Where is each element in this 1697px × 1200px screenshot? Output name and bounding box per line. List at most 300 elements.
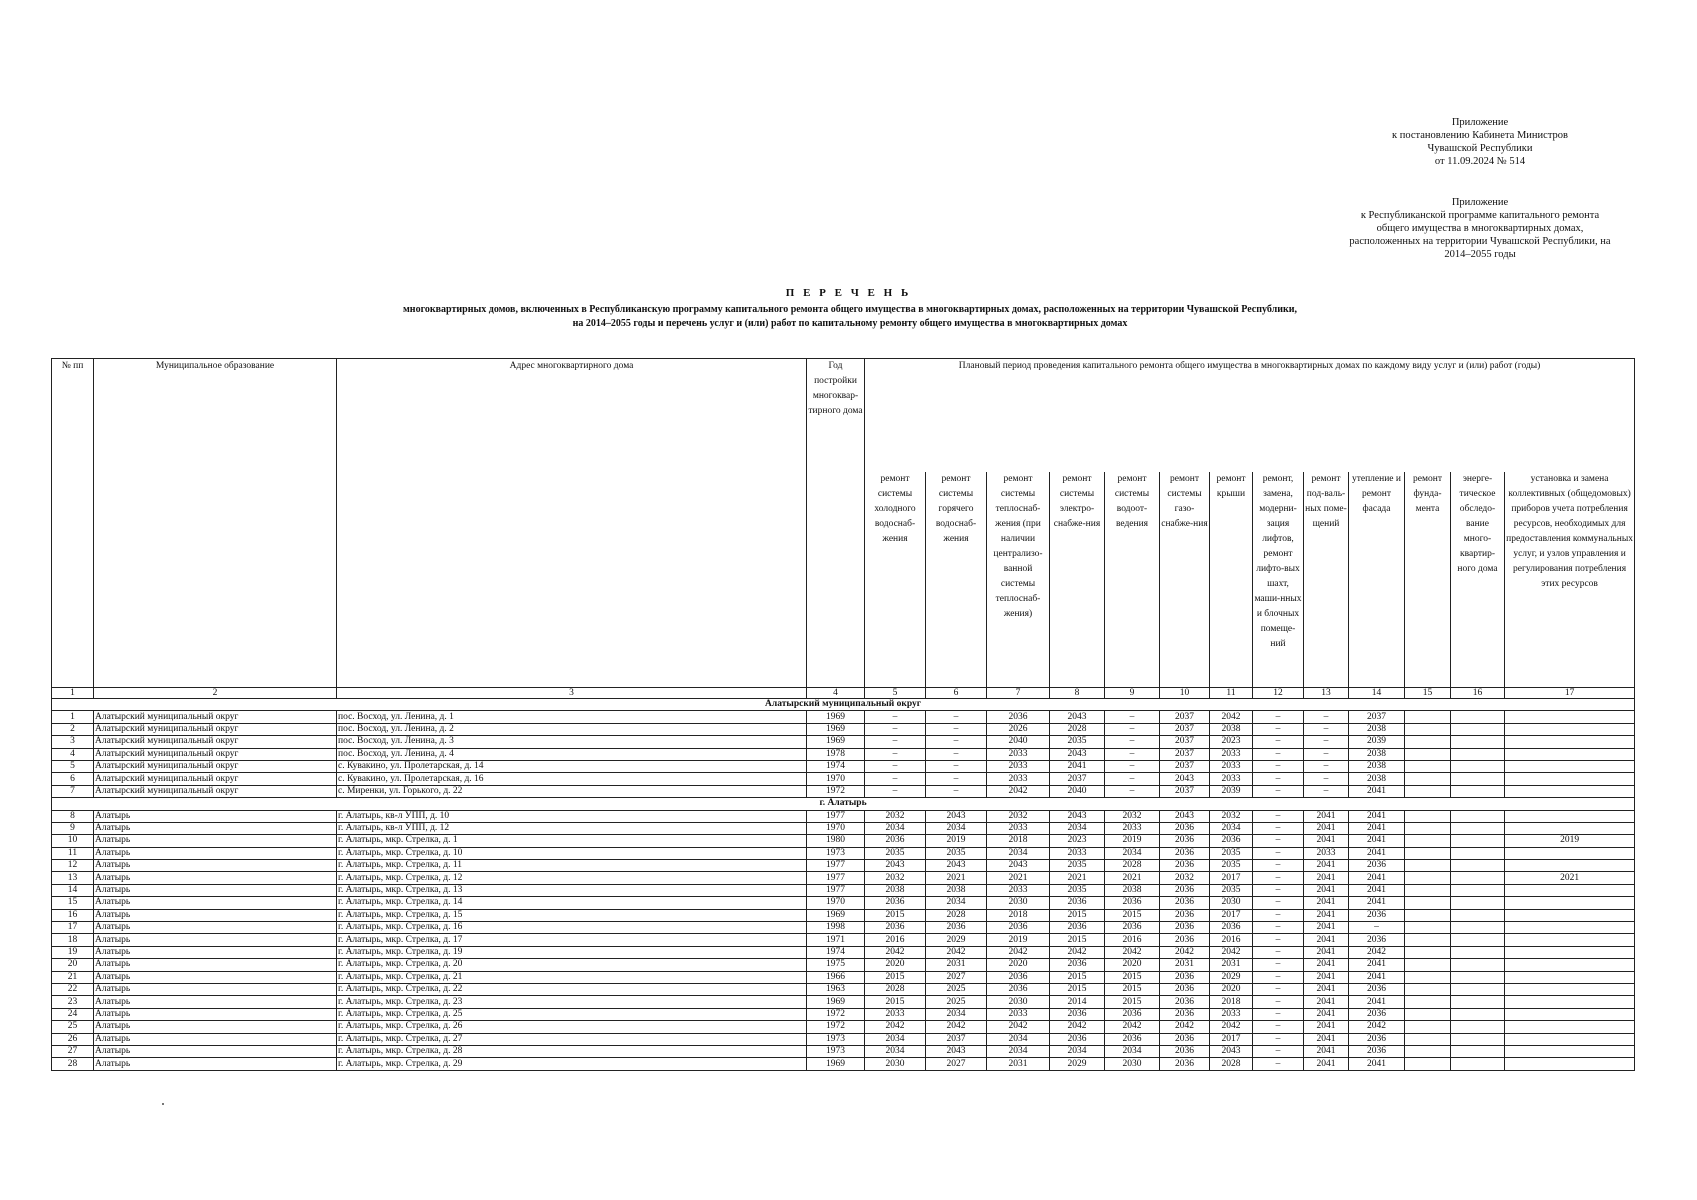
- table-cell: –: [865, 711, 926, 723]
- table-cell: 1980: [807, 835, 865, 847]
- table-cell: 2041: [1304, 810, 1349, 822]
- table-cell: 2041: [1304, 860, 1349, 872]
- table-cell: 2033: [1210, 760, 1253, 772]
- header-work-9: ремонт системы водоот-ведения: [1105, 472, 1160, 688]
- table-cell: [1451, 860, 1505, 872]
- table-cell: 2038: [1210, 723, 1253, 735]
- column-number: 16: [1451, 688, 1505, 699]
- table-cell: 2037: [1160, 785, 1210, 797]
- table-cell: 2030: [1210, 897, 1253, 909]
- table-cell: 2041: [1304, 1021, 1349, 1033]
- column-number: 7: [987, 688, 1050, 699]
- table-cell: 2025: [926, 996, 987, 1008]
- table-cell: 2036: [1160, 1008, 1210, 1020]
- table-cell: 2019: [926, 835, 987, 847]
- table-cell: 2036: [1050, 959, 1105, 971]
- table-cell: г. Алатырь, мкр. Стрелка, д. 10: [337, 847, 807, 859]
- table-cell: 2033: [865, 1008, 926, 1020]
- table-cell: –: [1253, 946, 1304, 958]
- table-cell: [1505, 723, 1635, 735]
- column-number: 13: [1304, 688, 1349, 699]
- column-number: 12: [1253, 688, 1304, 699]
- table-cell: –: [1304, 711, 1349, 723]
- table-cell: –: [1105, 773, 1160, 785]
- table-cell: 2041: [1304, 971, 1349, 983]
- table-cell: –: [926, 736, 987, 748]
- table-cell: [1451, 711, 1505, 723]
- appendix-block-1: [1330, 116, 1630, 168]
- table-cell: [1451, 736, 1505, 748]
- table-cell: Алатырь: [94, 822, 337, 834]
- table-cell: –: [926, 773, 987, 785]
- appendix1-line: Чувашской Республики: [1427, 143, 1533, 154]
- section-title: г. Алатырь: [52, 798, 1635, 810]
- table-cell: –: [1304, 723, 1349, 735]
- table-cell: [1405, 723, 1451, 735]
- table-cell: 2036: [1160, 897, 1210, 909]
- table-row: [52, 785, 1635, 797]
- column-number: 11: [1210, 688, 1253, 699]
- table-cell: 2041: [1349, 835, 1405, 847]
- table-cell: 2033: [987, 884, 1050, 896]
- table-cell: –: [1253, 711, 1304, 723]
- table-cell: –: [865, 760, 926, 772]
- table-cell: [1405, 922, 1451, 934]
- table-cell: г. Алатырь, мкр. Стрелка, д. 19: [337, 946, 807, 958]
- table-cell: 2015: [865, 996, 926, 1008]
- appendix2-line: 2014–2055 годы: [1444, 249, 1516, 260]
- table-cell: 2032: [1160, 872, 1210, 884]
- table-cell: 2034: [1105, 1045, 1160, 1057]
- table-cell: 1973: [807, 1045, 865, 1057]
- table-cell: 2036: [926, 922, 987, 934]
- document-title: П Е Р Е Ч Е Н Ь: [785, 287, 912, 299]
- table-cell: –: [1253, 1045, 1304, 1057]
- table-cell: [1451, 723, 1505, 735]
- table-cell: 26: [52, 1033, 94, 1045]
- table-cell: 2041: [1349, 822, 1405, 834]
- table-cell: Алатырь: [94, 983, 337, 995]
- table-cell: [1405, 1021, 1451, 1033]
- table-cell: [1505, 1021, 1635, 1033]
- table-cell: 2042: [1210, 711, 1253, 723]
- table-cell: –: [926, 785, 987, 797]
- table-cell: 2040: [1050, 785, 1105, 797]
- appendix1-line: Приложение: [1451, 117, 1509, 128]
- header-work-7: ремонт системы теплоснаб-жения (при наличии централизо-ванной системы теплоснаб-жения): [987, 472, 1050, 688]
- table-cell: 22: [52, 983, 94, 995]
- table-cell: [1451, 884, 1505, 896]
- table-cell: [1405, 1008, 1451, 1020]
- table-cell: 2036: [1349, 934, 1405, 946]
- table-cell: 2028: [926, 909, 987, 921]
- table-cell: 2035: [865, 847, 926, 859]
- table-cell: 16: [52, 909, 94, 921]
- table-cell: 2020: [865, 959, 926, 971]
- table-cell: 1978: [807, 748, 865, 760]
- table-cell: 2034: [926, 1008, 987, 1020]
- table-cell: –: [1253, 884, 1304, 896]
- table-cell: 2042: [987, 785, 1050, 797]
- table-cell: 2035: [1050, 736, 1105, 748]
- table-cell: [1405, 959, 1451, 971]
- table-cell: 2015: [1105, 996, 1160, 1008]
- table-cell: 2035: [926, 847, 987, 859]
- table-cell: 1970: [807, 822, 865, 834]
- table-cell: 2018: [1210, 996, 1253, 1008]
- table-cell: [1405, 860, 1451, 872]
- table-cell: –: [1253, 723, 1304, 735]
- table-cell: 2035: [1210, 860, 1253, 872]
- table-cell: 2038: [1349, 748, 1405, 760]
- table-cell: 2037: [1160, 760, 1210, 772]
- table-cell: 1963: [807, 983, 865, 995]
- table-cell: 2031: [987, 1058, 1050, 1070]
- table-cell: 2036: [1160, 860, 1210, 872]
- table-cell: 17: [52, 922, 94, 934]
- table-cell: 2020: [1210, 983, 1253, 995]
- table-cell: 2041: [1349, 971, 1405, 983]
- table-cell: [1405, 822, 1451, 834]
- table-cell: г. Алатырь, мкр. Стрелка, д. 26: [337, 1021, 807, 1033]
- table-cell: 2033: [1304, 847, 1349, 859]
- table-cell: 13: [52, 872, 94, 884]
- table-row: [52, 884, 1635, 896]
- table-cell: –: [1253, 909, 1304, 921]
- table-cell: 2043: [987, 860, 1050, 872]
- table-cell: –: [1253, 922, 1304, 934]
- table-cell: 2039: [1210, 785, 1253, 797]
- table-cell: 2041: [1349, 872, 1405, 884]
- table-row: [52, 946, 1635, 958]
- table-cell: –: [1253, 736, 1304, 748]
- table-cell: [1405, 934, 1451, 946]
- table-cell: 2033: [987, 748, 1050, 760]
- table-cell: 2041: [1304, 934, 1349, 946]
- table-cell: 2015: [1050, 983, 1105, 995]
- table-cell: 2036: [1160, 934, 1210, 946]
- table-cell: 2033: [1210, 748, 1253, 760]
- table-row: [52, 897, 1635, 909]
- table-cell: Алатырь: [94, 884, 337, 896]
- header-work-10: ремонт системы газо-снабже-ния: [1160, 472, 1210, 688]
- table-row: [52, 773, 1635, 785]
- table-cell: [1451, 1045, 1505, 1057]
- table-cell: 2034: [987, 847, 1050, 859]
- table-cell: 2041: [1304, 1033, 1349, 1045]
- document-subtitle: [250, 303, 1450, 331]
- table-cell: –: [1253, 785, 1304, 797]
- appendix1-line: от 11.09.2024 № 514: [1434, 156, 1526, 167]
- table-cell: 2036: [987, 711, 1050, 723]
- table-cell: 2015: [1105, 909, 1160, 921]
- table-cell: [1451, 922, 1505, 934]
- table-row: [52, 922, 1635, 934]
- section-title: Алатырский муниципальный округ: [52, 699, 1635, 711]
- table-cell: [1405, 810, 1451, 822]
- table-cell: 1969: [807, 996, 865, 1008]
- table-cell: 2036: [865, 835, 926, 847]
- table-cell: 5: [52, 760, 94, 772]
- table-cell: [1505, 773, 1635, 785]
- table-cell: 2033: [1105, 822, 1160, 834]
- table-cell: 8: [52, 810, 94, 822]
- table-cell: Алатырский муниципальный округ: [94, 760, 337, 772]
- table-cell: 2023: [1050, 835, 1105, 847]
- table-cell: –: [865, 773, 926, 785]
- table-cell: 2041: [1349, 785, 1405, 797]
- header-work-17: установка и замена коллективных (общедомовых) приборов учета потребления ресурсов, необходимых для предоставления коммунальных услуг, и узлов управления и регулирования потребления этих ресурсов: [1505, 472, 1635, 688]
- table-cell: –: [1253, 971, 1304, 983]
- table-cell: [1405, 983, 1451, 995]
- table-cell: 2041: [1304, 946, 1349, 958]
- column-number: 3: [337, 688, 807, 699]
- table-cell: с. Кувакино, ул. Пролетарская, д. 14: [337, 760, 807, 772]
- table-cell: [1405, 1033, 1451, 1045]
- table-cell: Алатырь: [94, 996, 337, 1008]
- table-cell: 2042: [865, 946, 926, 958]
- table-cell: 2036: [1160, 1058, 1210, 1070]
- table-cell: 2043: [926, 810, 987, 822]
- table-cell: 2020: [1105, 959, 1160, 971]
- table-cell: –: [1253, 1021, 1304, 1033]
- table-cell: –: [926, 748, 987, 760]
- table-cell: –: [1253, 822, 1304, 834]
- table-cell: 2042: [987, 946, 1050, 958]
- table-cell: 2041: [1304, 959, 1349, 971]
- table-cell: –: [1349, 922, 1405, 934]
- table-cell: 2036: [987, 983, 1050, 995]
- table-cell: 2034: [987, 1045, 1050, 1057]
- table-cell: 2017: [1210, 872, 1253, 884]
- table-cell: 2036: [1160, 1045, 1210, 1057]
- table-cell: 2036: [1349, 1008, 1405, 1020]
- table-cell: 1969: [807, 1058, 865, 1070]
- table-cell: 2017: [1210, 1033, 1253, 1045]
- table-cell: 2033: [1210, 1008, 1253, 1020]
- table-cell: Алатырский муниципальный округ: [94, 723, 337, 735]
- table-cell: г. Алатырь, мкр. Стрелка, д. 28: [337, 1045, 807, 1057]
- table-cell: Алатырь: [94, 897, 337, 909]
- table-cell: 2042: [1105, 946, 1160, 958]
- table-cell: 2042: [1210, 1021, 1253, 1033]
- table-cell: [1451, 822, 1505, 834]
- table-cell: 2034: [987, 1033, 1050, 1045]
- table-cell: 2018: [987, 909, 1050, 921]
- table-cell: 2034: [1105, 847, 1160, 859]
- table-cell: 7: [52, 785, 94, 797]
- table-cell: 2036: [1349, 1045, 1405, 1057]
- table-cell: –: [865, 736, 926, 748]
- section-row: [52, 798, 1635, 810]
- table-cell: [1505, 909, 1635, 921]
- table-cell: –: [1253, 773, 1304, 785]
- table-cell: г. Алатырь, кв-л УПП, д. 10: [337, 810, 807, 822]
- table-cell: 2021: [987, 872, 1050, 884]
- table-row: [52, 996, 1635, 1008]
- table-cell: 6: [52, 773, 94, 785]
- table-cell: 2039: [1349, 736, 1405, 748]
- table-cell: 1971: [807, 934, 865, 946]
- table-cell: [1505, 736, 1635, 748]
- table-cell: 2043: [926, 860, 987, 872]
- table-cell: Алатырь: [94, 1058, 337, 1070]
- table-cell: Алатырский муниципальный округ: [94, 773, 337, 785]
- table-cell: 2041: [1304, 835, 1349, 847]
- table-cell: 2042: [1160, 1021, 1210, 1033]
- table-cell: 2015: [865, 971, 926, 983]
- table-cell: 2041: [1349, 884, 1405, 896]
- table-cell: 2042: [1349, 1021, 1405, 1033]
- table-cell: Алатырь: [94, 835, 337, 847]
- table-cell: –: [865, 748, 926, 760]
- table-cell: 2036: [1210, 835, 1253, 847]
- table-cell: –: [1253, 1033, 1304, 1045]
- table-cell: –: [926, 723, 987, 735]
- table-cell: 2026: [987, 723, 1050, 735]
- column-number-row: [52, 688, 1635, 699]
- table-cell: –: [1253, 860, 1304, 872]
- table-row: [52, 971, 1635, 983]
- table-cell: 2028: [1105, 860, 1160, 872]
- table-cell: г. Алатырь, мкр. Стрелка, д. 15: [337, 909, 807, 921]
- table-cell: [1451, 847, 1505, 859]
- table-cell: –: [1253, 748, 1304, 760]
- table-cell: 2015: [1050, 971, 1105, 983]
- appendix1-line: к постановлению Кабинета Министров: [1392, 130, 1568, 141]
- table-cell: с. Кувакино, ул. Пролетарская, д. 16: [337, 773, 807, 785]
- table-cell: Алатырский муниципальный округ: [94, 748, 337, 760]
- table-cell: 2038: [1349, 773, 1405, 785]
- table-cell: 11: [52, 847, 94, 859]
- table-cell: 2041: [1050, 760, 1105, 772]
- table-cell: [1451, 897, 1505, 909]
- table-cell: [1451, 983, 1505, 995]
- table-cell: Алатырь: [94, 847, 337, 859]
- table-cell: г. Алатырь, мкр. Стрелка, д. 13: [337, 884, 807, 896]
- table-cell: 12: [52, 860, 94, 872]
- table-cell: [1405, 909, 1451, 921]
- column-number: 6: [926, 688, 987, 699]
- table-cell: 2016: [1105, 934, 1160, 946]
- table-cell: 1977: [807, 872, 865, 884]
- table-cell: –: [1304, 748, 1349, 760]
- table-cell: 14: [52, 884, 94, 896]
- table-cell: –: [865, 723, 926, 735]
- table-row: [52, 723, 1635, 735]
- table-cell: [1505, 959, 1635, 971]
- table-cell: 2032: [1105, 810, 1160, 822]
- table-cell: [1505, 860, 1635, 872]
- table-cell: 2027: [926, 971, 987, 983]
- table-row: [52, 736, 1635, 748]
- table-cell: 1969: [807, 736, 865, 748]
- table-cell: 1973: [807, 1033, 865, 1045]
- table-cell: 2035: [1050, 860, 1105, 872]
- table-cell: 2019: [1505, 835, 1635, 847]
- table-cell: 2015: [1105, 971, 1160, 983]
- table-cell: [1451, 946, 1505, 958]
- table-cell: 2037: [926, 1033, 987, 1045]
- table-row: [52, 983, 1635, 995]
- table-cell: 10: [52, 835, 94, 847]
- table-cell: [1505, 847, 1635, 859]
- table-cell: [1505, 946, 1635, 958]
- header-work-15: ремонт фунда-мента: [1405, 472, 1451, 688]
- table-cell: [1405, 748, 1451, 760]
- table-cell: г. Алатырь, мкр. Стрелка, д. 25: [337, 1008, 807, 1020]
- table-cell: 2041: [1304, 897, 1349, 909]
- table-cell: 2029: [1050, 1058, 1105, 1070]
- table-cell: 2031: [1160, 959, 1210, 971]
- appendix2-line: к Республиканской программе капитального ремонта: [1360, 210, 1600, 221]
- table-cell: 2033: [987, 822, 1050, 834]
- table-cell: [1451, 1021, 1505, 1033]
- table-cell: [1405, 897, 1451, 909]
- table-cell: г. Алатырь, кв-л УПП, д. 12: [337, 822, 807, 834]
- table-cell: 2021: [1105, 872, 1160, 884]
- table-cell: 2030: [1105, 1058, 1160, 1070]
- table-cell: 2019: [1105, 835, 1160, 847]
- table-cell: 2041: [1304, 872, 1349, 884]
- table-cell: 2036: [987, 971, 1050, 983]
- table-cell: 2031: [926, 959, 987, 971]
- table-cell: 2016: [865, 934, 926, 946]
- table-cell: Алатырь: [94, 1045, 337, 1057]
- table-cell: 2037: [1160, 723, 1210, 735]
- table-cell: –: [1253, 996, 1304, 1008]
- table-cell: 21: [52, 971, 94, 983]
- table-cell: 2031: [1210, 959, 1253, 971]
- table-cell: [1451, 773, 1505, 785]
- column-number: 1: [52, 688, 94, 699]
- table-cell: 2036: [1160, 822, 1210, 834]
- table-cell: –: [926, 760, 987, 772]
- table-cell: пос. Восход, ул. Ленина, д. 3: [337, 736, 807, 748]
- table-cell: –: [1304, 736, 1349, 748]
- header-work-13: ремонт под-валь-ных поме-щений: [1304, 472, 1349, 688]
- header-work-8: ремонт системы электро-снабже-ния: [1050, 472, 1105, 688]
- table-cell: 2034: [926, 822, 987, 834]
- table-row: [52, 760, 1635, 772]
- table-cell: [1505, 1008, 1635, 1020]
- table-cell: 1972: [807, 1021, 865, 1033]
- table-cell: Алатырь: [94, 1021, 337, 1033]
- table-cell: 1970: [807, 897, 865, 909]
- table-cell: 2043: [1050, 810, 1105, 822]
- table-cell: [1405, 946, 1451, 958]
- table-cell: 2035: [1210, 884, 1253, 896]
- table-row: [52, 810, 1635, 822]
- table-cell: [1451, 748, 1505, 760]
- table-cell: 24: [52, 1008, 94, 1020]
- table-cell: 2036: [1160, 971, 1210, 983]
- header-work-6: ремонт системы горячего водоснаб-жения: [926, 472, 987, 688]
- table-cell: 2033: [1050, 847, 1105, 859]
- table-cell: г. Алатырь, мкр. Стрелка, д. 17: [337, 934, 807, 946]
- table-cell: 2037: [1160, 748, 1210, 760]
- table-cell: 1975: [807, 959, 865, 971]
- table-cell: Алатырский муниципальный округ: [94, 785, 337, 797]
- table-cell: 2038: [1105, 884, 1160, 896]
- table-cell: 2037: [1050, 773, 1105, 785]
- table-cell: –: [1253, 847, 1304, 859]
- table-cell: 2032: [865, 872, 926, 884]
- table-cell: 1974: [807, 760, 865, 772]
- table-cell: г. Алатырь, мкр. Стрелка, д. 27: [337, 1033, 807, 1045]
- table-cell: г. Алатырь, мкр. Стрелка, д. 20: [337, 959, 807, 971]
- table-cell: Алатырь: [94, 971, 337, 983]
